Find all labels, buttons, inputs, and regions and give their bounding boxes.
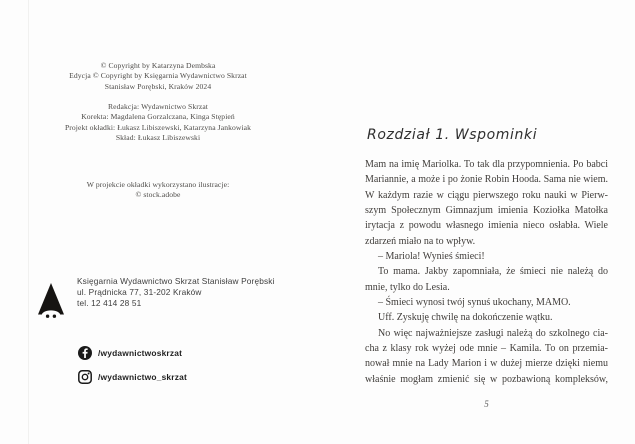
body-line: No więc najważniejsze zasługi należą do szkolnego cia- (378, 327, 608, 339)
instagram-row (78, 369, 187, 384)
publisher-address-block (77, 276, 307, 309)
facebook-handle: /wydawnictwoskrzat (98, 347, 183, 358)
illustration-credit-line: W projekcie okładki wykorzystano ilustracje: (86, 180, 230, 189)
credits-block (32, 102, 284, 143)
body-line: Mam na imię Mariolka. To tak dla przypomnienia. Po babci (365, 159, 608, 170)
copyright-line: Stanisław Porębski, Kraków 2024 (104, 81, 212, 91)
publisher-name: Księgarnia Wydawnictwo Skrzat Stanisław Porębski (77, 276, 275, 286)
body-line: Uff. Zyskuję chwilę na dokończenie wątku. (378, 312, 553, 324)
page-number: 5 (484, 399, 489, 409)
credits-line: Redakcja: Wydawnictwo Skrzat (107, 102, 209, 111)
chapter-title: Rozdział 1. Wspominki (367, 127, 538, 143)
publisher-phone: tel. 12 414 28 51 (77, 298, 142, 308)
body-line: mnie, tylko do Lesia. (365, 281, 450, 293)
instagram-handle: /wydawnictwo_skrzat (98, 371, 187, 382)
body-line: cha z klasy rok wyżej ode mnie – Kamila. To on przemia- (365, 343, 608, 355)
body-line-dialogue: – Mariola! Wynieś śmieci! (378, 251, 485, 263)
copyright-block (32, 61, 284, 92)
page-edge-line (28, 0, 29, 444)
body-line: W każdym razie w ciągu pierwszego roku nauki w Pierw- (365, 189, 608, 201)
publisher-street: ul. Prądnicka 77, 31-202 Kraków (77, 287, 202, 297)
body-line: właśnie mogłam zmienić się w pozbawioną kompleksów, (365, 373, 608, 385)
facebook-row (78, 345, 182, 360)
copyright-line: © Copyright by Katarzyna Dembska (100, 61, 216, 70)
body-line-dialogue: – Śmieci wynosi twój synuś ukochany, MAMO. (378, 297, 571, 309)
body-line: irytacja z powodu własnego imienia nieco osłabła. Wiele (365, 220, 608, 232)
body-line: To mama. Jakby zapomniała, że śmieci nie należą do (378, 266, 608, 278)
body-text-column (365, 157, 608, 387)
body-line: szym Społecznym Gimnazjum imienia Koziołka Matołka (365, 205, 608, 217)
facebook-icon (78, 346, 92, 360)
body-line: zdarzeń miało na to wpływ. (365, 235, 476, 247)
copyright-line: Edycja © Copyright by Księgarnia Wydawnictwo Skrzat (69, 71, 247, 81)
body-line: Mariannie, a może i po żonie Robin Hooda. Sama nie wiem. (365, 174, 608, 186)
illustration-credit-line: © stock.adobe (135, 190, 181, 200)
instagram-icon (78, 370, 92, 384)
illustration-credit-block (32, 180, 284, 201)
credits-line: Projekt okładki: Łukasz Libiszewski, Katarzyna Jankowiak (64, 122, 252, 132)
credits-line: Korekta: Magdalena Gorzalczana, Kinga Stępień (81, 112, 235, 122)
credits-line: Skład: Łukasz Libiszewski (115, 132, 201, 142)
skrzat-gnome-logo-icon (38, 283, 64, 320)
body-line: nował mnie na Lady Marion i w dużej mierze dzięki niemu (365, 358, 608, 370)
